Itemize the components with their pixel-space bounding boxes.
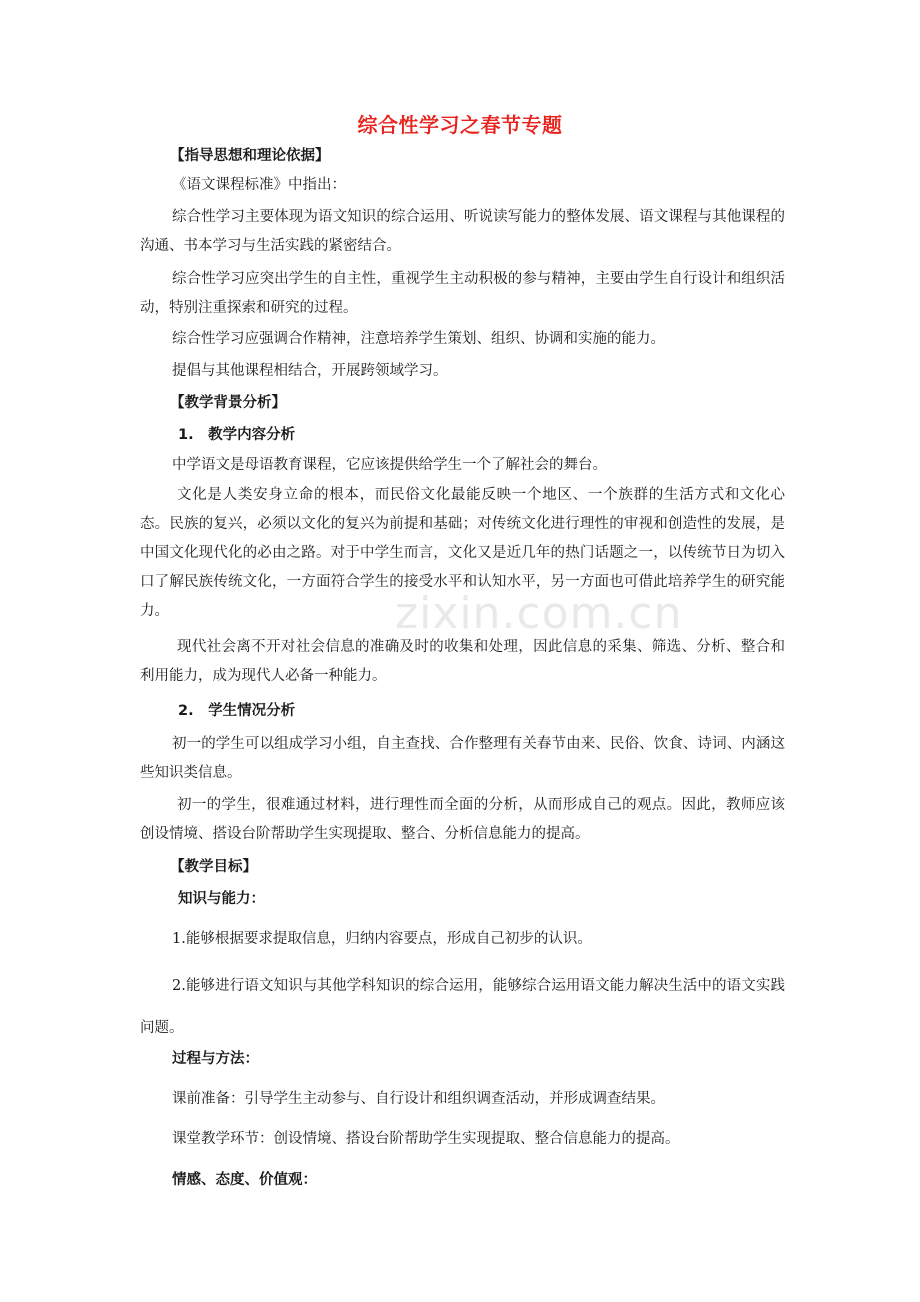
document-title: 综合性学习之春节专题 (357, 113, 563, 137)
student-paragraph-1: 初一的学生可以组成学习小组，自主查找、合作整理有关春节由来、民俗、饮食、诗词、内涵这些知识类信息。 (140, 736, 785, 781)
goals-heading: 【教学目标】 (170, 859, 257, 875)
content-paragraph-3: 现代社会离不开对社会信息的准确及时的收集和处理，因此信息的采集、筛选、分析、整合和利用能力，成为现代人必备一种能力。 (140, 639, 785, 684)
knowledge-heading: 知识与能力： (178, 891, 265, 907)
process-item-2: 课堂教学环节：创设情境、搭设台阶帮助学生实现提取、整合信息能力的提高。 (172, 1131, 680, 1147)
knowledge-item-1: 1.能够根据要求提取信息，归纳内容要点，形成自己初步的认识。 (172, 931, 592, 947)
guiding-paragraph-3: 综合性学习应强调合作精神，注意培养学生策划、组织、协调和实施的能力。 (172, 331, 665, 347)
content-analysis-heading: 1. 教学内容分析 (178, 427, 296, 443)
content-paragraph-1: 中学语文是母语教育课程，它应该提供给学生一个了解社会的舞台。 (172, 457, 607, 473)
guiding-paragraph-1: 综合性学习主要体现为语文知识的综合运用、听说读写能力的整体发展、语文课程与其他课程的沟通、书本学习与生活实践的紧密结合。 (140, 209, 785, 254)
guiding-paragraph-4: 提倡与其他课程相结合，开展跨领域学习。 (172, 363, 448, 379)
student-paragraph-2: 初一的学生，很难通过材料，进行理性而全面的分析，从而形成自己的观点。因此，教师应该创设情境、搭设台阶帮助学生实现提取、整合、分析信息能力的提高。 (140, 797, 785, 842)
watermark: zixin.com.cn (395, 588, 683, 639)
student-analysis-heading: 2. 学生情况分析 (178, 703, 296, 719)
guiding-paragraph-2: 综合性学习应突出学生的自主性，重视学生主动积极的参与精神，主要由学生自行设计和组织活动，特别注重探索和研究的过程。 (140, 271, 785, 316)
process-item-1: 课前准备：引导学生主动参与、自行设计和组织调查活动，并形成调查结果。 (172, 1091, 665, 1107)
guiding-intro: 《语文课程标准》中指出： (172, 177, 346, 193)
process-heading: 过程与方法： (172, 1051, 259, 1067)
guiding-heading: 【指导思想和理论依据】 (170, 148, 330, 164)
content-paragraph-2: 文化是人类安身立命的根本，而民俗文化最能反映一个地区、一个族群的生活方式和文化心态。民族的复兴，必须以文化的复兴为前提和基础；对传统文化进行理性的审视和创造性的发展，是中国文化现代化的必由之路。对于中学生而言，文化又是近几年的热门话题之一，以传统节日为切入口了解民族传统文化，一方面符合学生的接受水平和认知水平，另一方面也可借此培养学生的研究能力。 (140, 487, 785, 619)
background-heading: 【教学背景分析】 (170, 395, 286, 411)
emotion-heading: 情感、态度、价值观： (172, 1172, 317, 1188)
knowledge-item-2: 2.能够进行语文知识与其他学科知识的综合运用，能够综合运用语文能力解决生活中的语文实践问题。 (140, 978, 785, 1036)
